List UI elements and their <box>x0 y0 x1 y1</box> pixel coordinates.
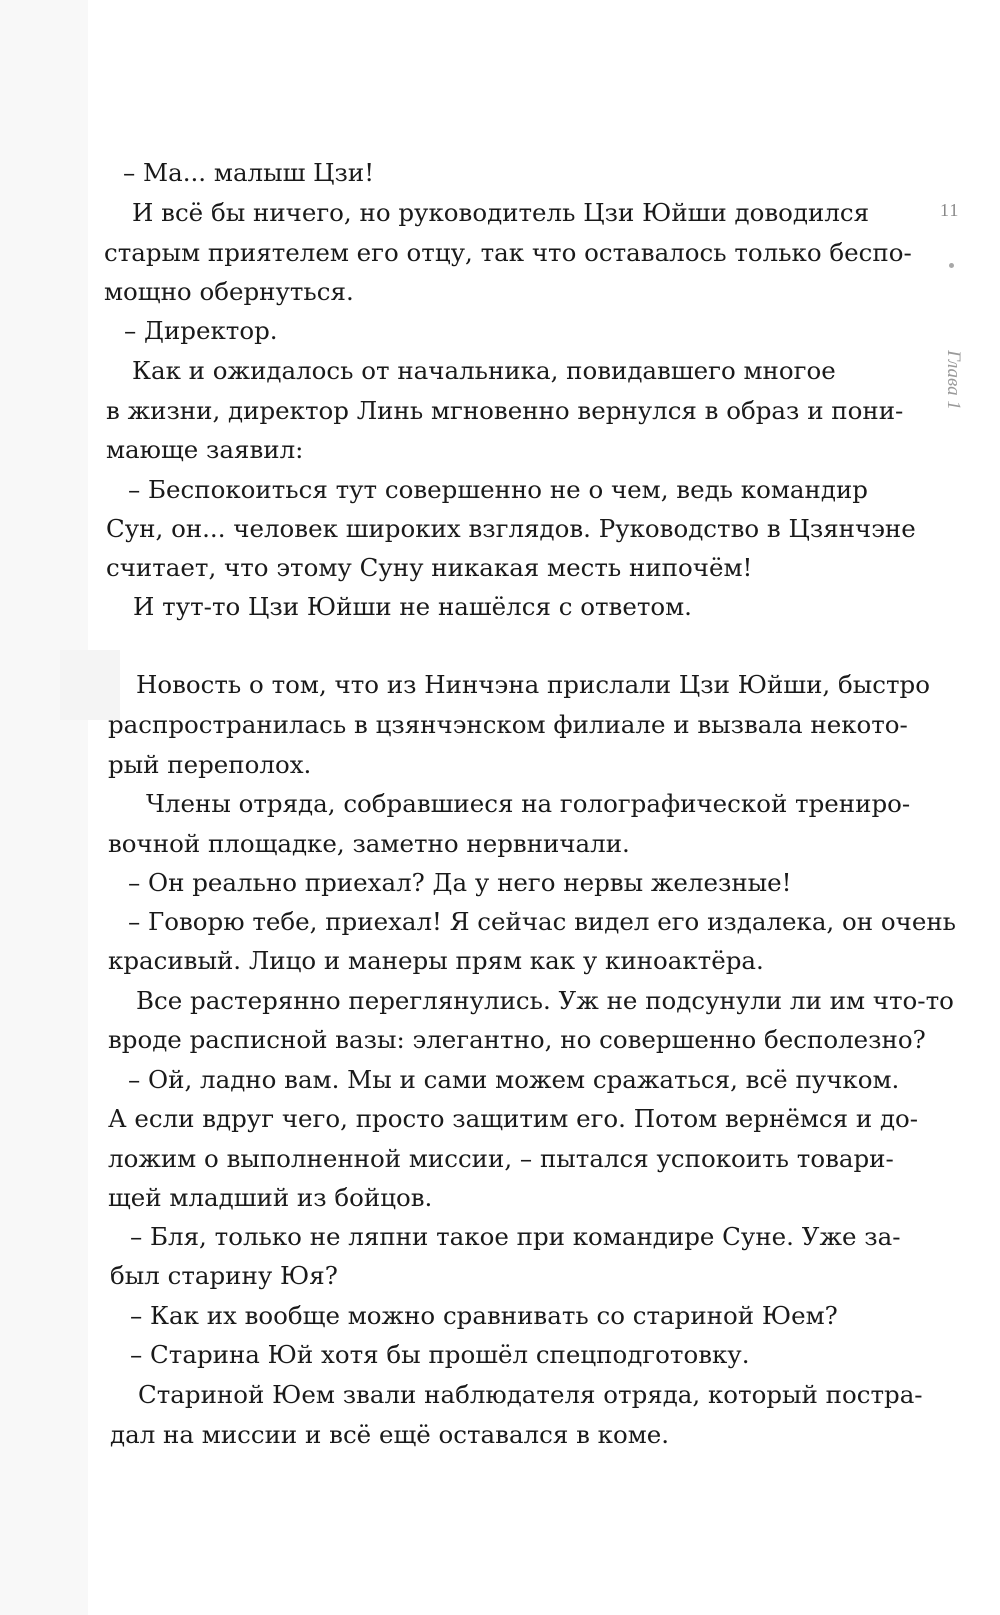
text-line: мощно обернуться. <box>104 277 354 306</box>
text-line: Сун, он... человек широких взглядов. Руководство в Цзянчэне <box>106 514 916 543</box>
text-line: А если вдруг чего, просто защитим его. Потом вернёмся и до- <box>108 1104 919 1133</box>
text-line: Все растерянно переглянулись. Уж не подсунули ли им что-то <box>136 986 954 1015</box>
text-line: старым приятелем его отцу, так что оставалось только беспо- <box>104 238 912 267</box>
text-line: распространилась в цзянчэнском филиале и вызвала некото- <box>108 710 908 739</box>
text-line: Члены отряда, собравшиеся на голографической трениро- <box>146 789 911 818</box>
text-line: – Говорю тебе, приехал! Я сейчас видел его издалека, он очень <box>128 907 956 936</box>
running-head: Глава 1 <box>943 350 964 410</box>
text-line: рый переполох. <box>108 750 312 779</box>
text-line: щей младший из бойцов. <box>108 1183 433 1212</box>
text-line: считает, что этому Суну никакая месть нипочём! <box>106 553 753 582</box>
text-line: был старину Юя? <box>110 1261 338 1290</box>
text-line: вроде расписной вазы: элегантно, но совершенно бесполезно? <box>108 1025 926 1054</box>
text-line: – Директор. <box>124 316 278 345</box>
text-line: дал на миссии и всё ещё оставался в коме. <box>110 1420 670 1449</box>
text-line: – Ма... малыш Цзи! <box>123 158 375 187</box>
text-line: – Старина Юй хотя бы прошёл спецподготовку. <box>130 1340 750 1369</box>
text-line: красивый. Лицо и манеры прям как у киноактёра. <box>108 946 764 975</box>
text-line: – Беспокоиться тут совершенно не о чем, ведь командир <box>128 475 868 504</box>
text-line: – Ой, ладно вам. Мы и сами можем сражаться, всё пучком. <box>128 1065 900 1094</box>
text-line: в жизни, директор Линь мгновенно вернулся в образ и пони- <box>106 396 904 425</box>
text-line: – Как их вообще можно сравнивать со стариной Юем? <box>130 1301 838 1330</box>
text-line: Как и ожидалось от начальника, повидавшего многое <box>132 356 836 385</box>
page-number: 11 <box>940 200 960 220</box>
text-line: И всё бы ничего, но руководитель Цзи Юйши доводился <box>132 198 870 227</box>
text-line: – Он реально приехал? Да у него нервы железные! <box>128 868 792 897</box>
text-line: мающе заявил: <box>106 435 304 464</box>
text-line: – Бля, только не ляпни такое при командире Суне. Уже за- <box>130 1222 901 1251</box>
text-line: Стариной Юем звали наблюдателя отряда, который постра- <box>138 1380 923 1409</box>
text-line: вочной площадке, заметно нервничали. <box>108 829 630 858</box>
text-line: И тут-то Цзи Юйши не нашёлся с ответом. <box>133 592 692 621</box>
text-line: Новость о том, что из Нинчэна прислали Цзи Юйши, быстро <box>136 670 930 699</box>
text-line: ложим о выполненной миссии, – пытался успокоить товари- <box>108 1144 894 1173</box>
